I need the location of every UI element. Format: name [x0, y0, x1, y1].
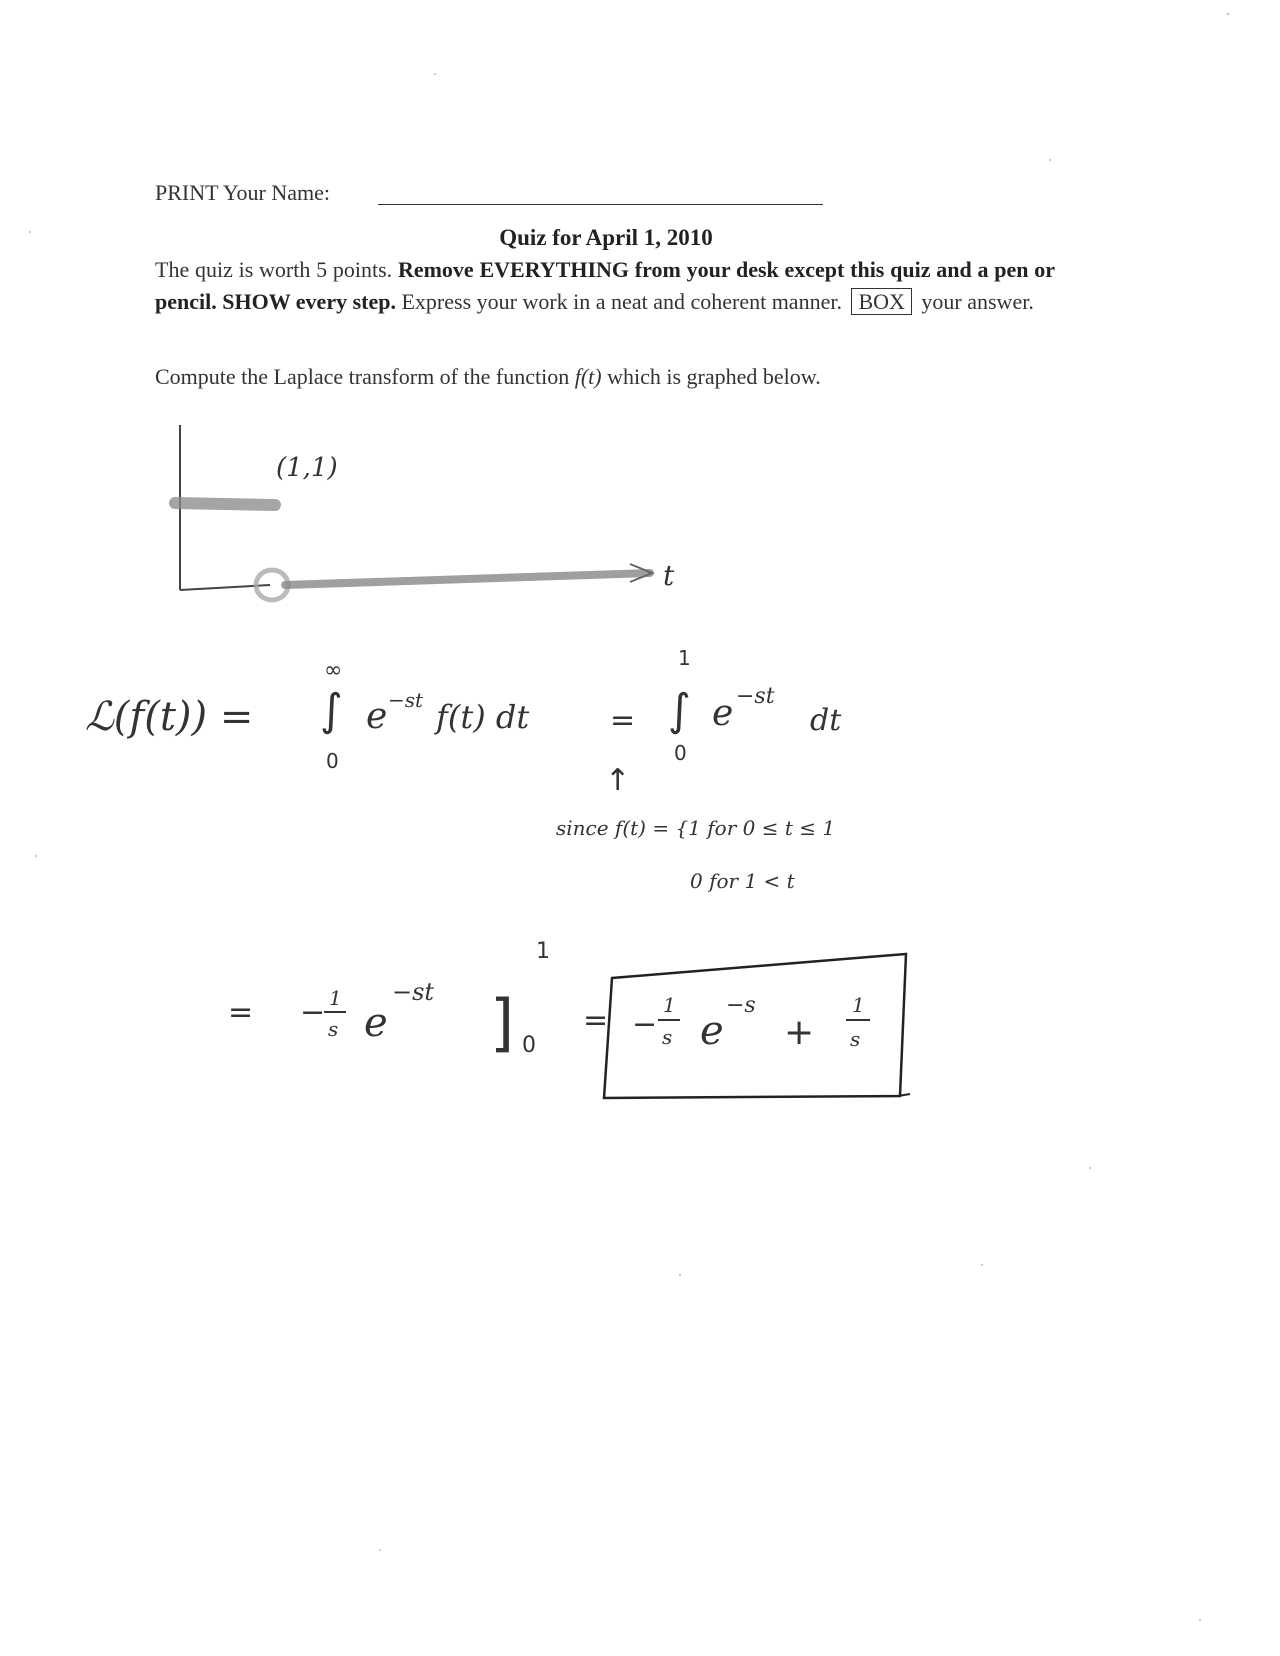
- question-post: which is graphed below.: [607, 364, 821, 389]
- integrand-e-1: e: [366, 696, 388, 737]
- eval-exponent: −st: [392, 978, 435, 1006]
- instructions-show: SHOW every step.: [222, 289, 396, 314]
- answer-num: 1: [663, 993, 676, 1017]
- upper-limit-1: 1: [678, 646, 691, 670]
- exponent-2: −st: [736, 684, 775, 709]
- instructions-express: Express your work in a neat and coherent manner.: [401, 289, 842, 314]
- print-name-label: PRINT Your Name:: [155, 180, 331, 205]
- eval-coef-den: s: [328, 1017, 339, 1041]
- function-graph: [175, 425, 675, 600]
- instructions-intro: The quiz is worth 5 points.: [155, 257, 393, 282]
- justification-arrow: ↑: [605, 763, 631, 798]
- quiz-title: Quiz for April 1, 2010: [499, 225, 713, 250]
- equals-1: =: [610, 703, 636, 738]
- integral-sign-1: ∫: [320, 685, 343, 736]
- box-word: BOX: [851, 288, 911, 315]
- equals-3: =: [583, 1003, 609, 1038]
- equals-2: =: [228, 995, 254, 1030]
- instructions-answer: your answer.: [921, 289, 1034, 314]
- laplace-definition: [85, 646, 842, 798]
- graph-segment-top: [175, 503, 275, 505]
- integrand-tail-2: dt: [810, 703, 842, 738]
- question-func: f(t): [574, 364, 602, 389]
- lower-limit-2: 0: [674, 741, 687, 765]
- t-axis-label: t: [663, 559, 675, 592]
- lhs-expression: ℒ(f(t)) =: [85, 694, 254, 740]
- eval-lower-limit: 0: [522, 1033, 536, 1058]
- integrand-e-2: e: [712, 693, 734, 734]
- boxed-answer: [604, 954, 910, 1098]
- answer-e: e: [700, 1008, 724, 1054]
- integrand-tail-1: f(t) dt: [436, 698, 530, 736]
- since-note-line-2: 0 for 1 < t: [690, 869, 795, 893]
- eval-e: e: [364, 1000, 388, 1046]
- since-note-line-1: since f(t) = {1 for 0 ≤ t ≤ 1: [556, 816, 836, 840]
- answer-den: s: [662, 1025, 673, 1049]
- answer-den-2: s: [850, 1027, 861, 1051]
- lower-limit-1: 0: [326, 749, 339, 773]
- eval-upper-limit: 1: [536, 939, 550, 964]
- piecewise-note: [556, 816, 835, 893]
- answer-num-2: 1: [852, 993, 865, 1017]
- upper-limit-infinity: ∞: [324, 658, 343, 683]
- eval-bracket: ]: [490, 986, 515, 1059]
- answer-minus: −: [632, 1007, 658, 1042]
- answer-exponent: −s: [726, 993, 756, 1018]
- exponent-1: −st: [388, 688, 424, 712]
- instructions-remove: Remove EVERYTHING from your desk except this quiz and a pen or pencil.: [155, 257, 1056, 314]
- eval-coef-num: 1: [329, 986, 342, 1010]
- question-pre: Compute the Laplace transform of the function: [155, 364, 570, 389]
- evaluation-line: [228, 939, 608, 1059]
- point-label: (1,1): [276, 453, 338, 483]
- answer-plus: +: [784, 1012, 815, 1053]
- graph-segment-zero: [285, 573, 650, 585]
- eval-minus: −: [300, 995, 326, 1030]
- integral-sign-2: ∫: [668, 685, 691, 736]
